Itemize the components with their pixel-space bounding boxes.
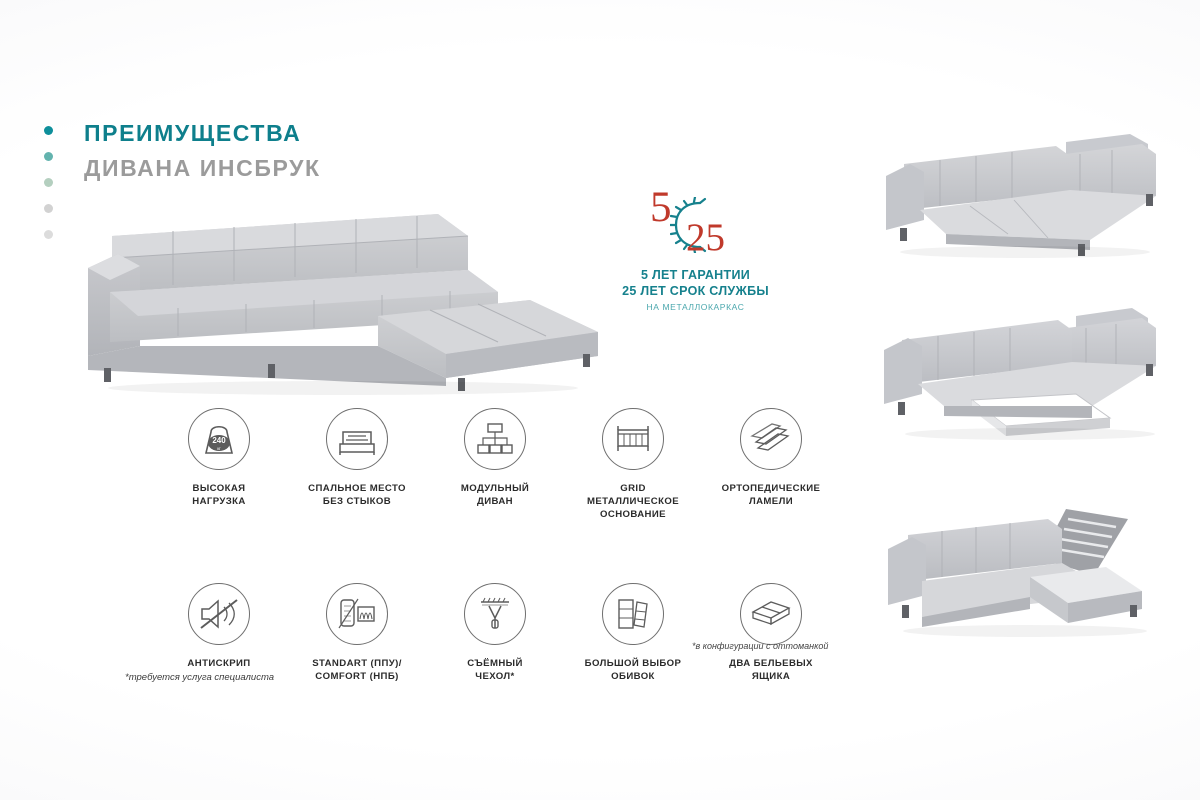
main-sofa-image [78, 196, 598, 396]
svg-text:240: 240 [212, 436, 226, 445]
features-row-2 [150, 583, 840, 683]
title-line-1: ПРЕИМУЩЕСТВА [84, 120, 302, 146]
dot-2 [44, 152, 53, 161]
warranty-years-number: 5 [650, 184, 672, 231]
thumb-sofa-unfolded [880, 130, 1170, 260]
thumb-storage-drawer [880, 300, 1170, 450]
feature-two-storage-boxes [702, 583, 840, 683]
warranty-numbers [608, 185, 783, 267]
feature-seamless-bed [288, 408, 426, 521]
thumb-ottoman-open-box [880, 505, 1170, 645]
service-life-number: 25 [686, 216, 725, 259]
dot-5 [44, 230, 53, 239]
warranty-badge [608, 185, 783, 312]
upholstery-choice-icon [602, 583, 664, 645]
feature-grid-metal-base [564, 408, 702, 521]
orthopedic-slats-icon [740, 408, 802, 470]
feature-label: ДВА БЕЛЬЕВЫХ ЯЩИКА [729, 658, 813, 682]
dot-1 [44, 126, 53, 135]
feature-modular-sofa [426, 408, 564, 521]
grid-metal-base-icon [602, 408, 664, 470]
two-storage-boxes-icon [740, 583, 802, 645]
svg-text:кг: кг [217, 446, 221, 451]
dot-3 [44, 178, 53, 187]
feature-label: СПАЛЬНОЕ МЕСТО БЕЗ СТЫКОВ [308, 483, 406, 507]
modular-sofa-icon [464, 408, 526, 470]
warranty-text-line-1: 5 ЛЕТ ГАРАНТИИ [640, 268, 751, 282]
feature-label: БОЛЬШОЙ ВЫБОР ОБИВОК [584, 658, 682, 682]
no-squeak-icon [188, 583, 250, 645]
feature-foam-types [288, 583, 426, 683]
warranty-text-line-2: 25 ЛЕТ СРОК СЛУЖБЫ [622, 284, 769, 298]
feature-removable-cover [426, 583, 564, 683]
feature-label: АНТИСКРИП [187, 658, 251, 669]
feature-label: ОРТОПЕДИЧЕСКИЕ ЛАМЕЛИ [721, 483, 821, 507]
feature-label: GRID МЕТАЛЛИЧЕСКОЕ ОСНОВАНИЕ [586, 483, 680, 520]
page-title [84, 120, 321, 182]
feature-label: ВЫСОКАЯ НАГРУЗКА [192, 483, 246, 507]
decorative-dots [44, 126, 53, 256]
warranty-subtext: НА МЕТАЛЛОКАРКАС [646, 302, 745, 312]
feature-label: STANDART (ППУ)/ COMFORT (НПБ) [312, 658, 402, 682]
feature-no-squeak [150, 583, 288, 683]
foam-standart-comfort-icon [326, 583, 388, 645]
title-line-2: ДИВАНА ИНСБРУК [84, 155, 321, 181]
feature-upholstery-choice [564, 583, 702, 683]
feature-high-load [150, 408, 288, 521]
weight-240kg-icon [188, 408, 250, 470]
dot-4 [44, 204, 53, 213]
feature-orthopedic-slats [702, 408, 840, 521]
features-row-1 [150, 408, 840, 521]
seamless-bed-icon [326, 408, 388, 470]
feature-label: МОДУЛЬНЫЙ ДИВАН [460, 483, 530, 507]
feature-label: СЪЁМНЫЙ ЧЕХОЛ* [467, 658, 523, 682]
note-specialist: *требуется услуга специалиста [125, 672, 275, 683]
note-ottoman: *в конфигурации с оттоманкой [692, 641, 829, 651]
removable-cover-icon [464, 583, 526, 645]
